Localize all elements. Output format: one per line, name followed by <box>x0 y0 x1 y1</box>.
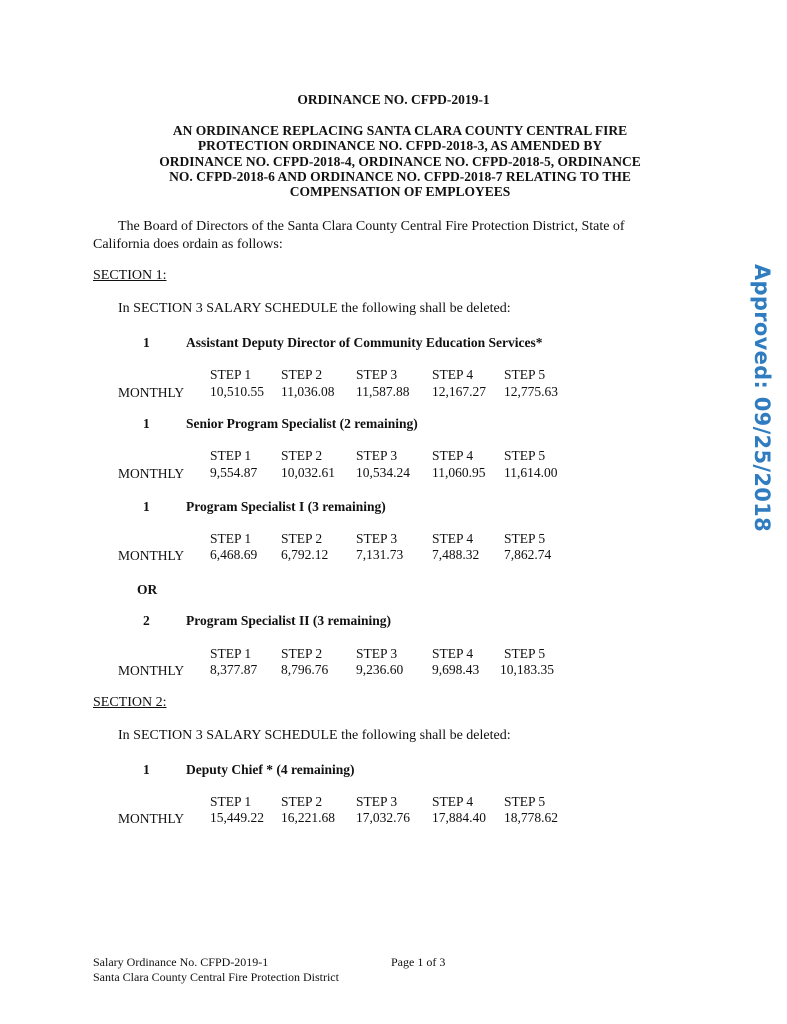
ordinance-heading <box>0 123 787 199</box>
step-header: STEP 5 <box>504 646 546 661</box>
position-title: Program Specialist I (3 remaining) <box>186 499 386 514</box>
salary-value: 9,236.60 <box>356 662 404 677</box>
section-1-heading: SECTION 1: <box>93 268 167 283</box>
salary-value: 6,468.69 <box>210 547 258 562</box>
step-header: STEP 3 <box>356 794 398 809</box>
monthly-label: MONTHLY <box>118 385 185 400</box>
salary-value: 17,032.76 <box>356 810 410 825</box>
step-header: STEP 2 <box>281 367 323 382</box>
step-header: STEP 4 <box>432 531 474 546</box>
step-header: STEP 3 <box>356 646 398 661</box>
position-number: 2 <box>143 613 150 628</box>
footer-district-line: Santa Clara County Central Fire Protection District <box>93 970 339 984</box>
step-header: STEP 2 <box>281 531 323 546</box>
position-number: 1 <box>143 762 150 777</box>
step-header: STEP 5 <box>504 794 546 809</box>
step-header: STEP 4 <box>432 448 474 463</box>
approval-stamp-text: Approved: 09/25/2018 <box>750 263 775 533</box>
step-header: STEP 4 <box>432 794 474 809</box>
step-header: STEP 5 <box>504 448 546 463</box>
monthly-label: MONTHLY <box>118 548 185 563</box>
salary-value: 9,554.87 <box>210 465 258 480</box>
position-title: Program Specialist II (3 remaining) <box>186 613 391 628</box>
monthly-label: MONTHLY <box>118 663 185 678</box>
step-header: STEP 5 <box>504 531 546 546</box>
position-title: Senior Program Specialist (2 remaining) <box>186 416 418 431</box>
approval-stamp <box>739 263 785 533</box>
salary-value: 10,183.35 <box>500 662 554 677</box>
salary-value: 11,060.95 <box>432 465 486 480</box>
step-header: STEP 1 <box>210 794 252 809</box>
step-header: STEP 1 <box>210 531 252 546</box>
section-1-text: In SECTION 3 SALARY SCHEDULE the following shall be deleted: <box>118 301 511 316</box>
intro-line-1: The Board of Directors of the Santa Clara County Central Fire Protection District, State of <box>118 219 625 234</box>
step-header: STEP 2 <box>281 794 323 809</box>
salary-value: 7,862.74 <box>504 547 552 562</box>
salary-value: 10,510.55 <box>210 384 264 399</box>
salary-value: 16,221.68 <box>281 810 335 825</box>
salary-value: 12,167.27 <box>432 384 486 399</box>
step-header: STEP 1 <box>210 646 252 661</box>
salary-value: 17,884.40 <box>432 810 486 825</box>
salary-value: 8,377.87 <box>210 662 258 677</box>
salary-value: 9,698.43 <box>432 662 480 677</box>
step-header: STEP 5 <box>504 367 546 382</box>
step-header: STEP 3 <box>356 367 398 382</box>
monthly-label: MONTHLY <box>118 466 185 481</box>
heading-line: PROTECTION ORDINANCE NO. CFPD-2018-3, AS AMENDED BY <box>197 138 603 154</box>
step-header: STEP 3 <box>356 448 398 463</box>
heading-line: AN ORDINANCE REPLACING SANTA CLARA COUNTY CENTRAL FIRE <box>172 123 628 138</box>
salary-value: 7,488.32 <box>432 547 480 562</box>
step-header: STEP 4 <box>432 367 474 382</box>
section-2-heading: SECTION 2: <box>93 695 167 710</box>
salary-value: 10,534.24 <box>356 465 410 480</box>
or-label: OR <box>137 582 158 597</box>
footer-page-number: Page 1 of 3 <box>391 955 446 969</box>
ordinance-title: ORDINANCE NO. CFPD-2019-1 <box>297 92 490 107</box>
step-header: STEP 2 <box>281 448 323 463</box>
intro-line-2: California does ordain as follows: <box>93 237 283 252</box>
salary-value: 8,796.76 <box>281 662 329 677</box>
monthly-label: MONTHLY <box>118 811 185 826</box>
footer-ordinance-line: Salary Ordinance No. CFPD-2019-1 <box>93 955 269 969</box>
position-number: 1 <box>143 416 150 431</box>
heading-line: ORDINANCE NO. CFPD-2018-4, ORDINANCE NO. CFPD-2018-5, ORDINANCE <box>159 153 641 169</box>
salary-value: 6,792.12 <box>281 547 329 562</box>
position-number: 1 <box>143 499 150 514</box>
salary-value: 10,032.61 <box>281 465 335 480</box>
position-title: Assistant Deputy Director of Community Education Services* <box>186 335 543 350</box>
salary-value: 7,131.73 <box>356 547 404 562</box>
step-header: STEP 1 <box>210 367 252 382</box>
position-title: Deputy Chief * (4 remaining) <box>186 762 355 777</box>
salary-value: 11,587.88 <box>356 384 410 399</box>
salary-value: 18,778.62 <box>504 810 558 825</box>
section-2-text: In SECTION 3 SALARY SCHEDULE the following shall be deleted: <box>118 728 511 743</box>
salary-value: 11,036.08 <box>281 384 335 399</box>
step-header: STEP 3 <box>356 531 398 546</box>
step-header: STEP 1 <box>210 448 252 463</box>
heading-line: COMPENSATION OF EMPLOYEES <box>289 184 511 200</box>
position-number: 1 <box>143 335 150 350</box>
step-header: STEP 4 <box>432 646 474 661</box>
salary-value: 12,775.63 <box>504 384 558 399</box>
salary-value: 11,614.00 <box>504 465 558 480</box>
heading-line: NO. CFPD-2018-6 AND ORDINANCE NO. CFPD-2018-7 RELATING TO THE <box>169 168 631 184</box>
salary-value: 15,449.22 <box>210 810 264 825</box>
step-header: STEP 2 <box>281 646 323 661</box>
